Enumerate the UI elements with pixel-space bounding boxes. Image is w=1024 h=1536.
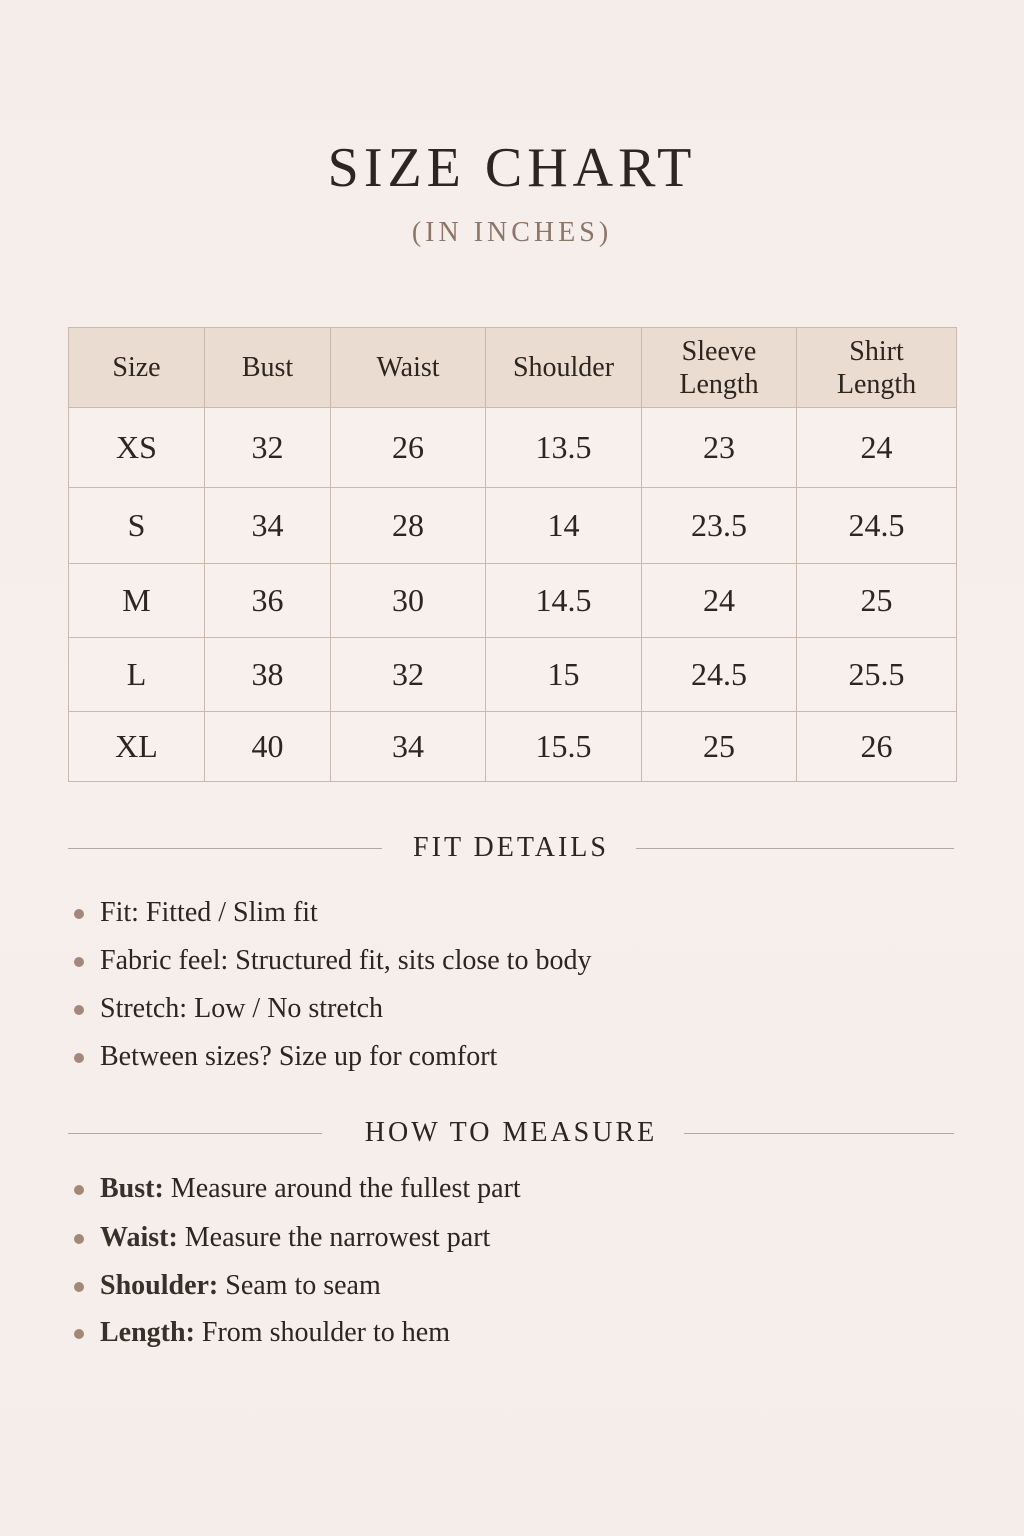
table-row: [69, 408, 957, 488]
cell-shirt-length: 24.5: [797, 488, 957, 564]
list-item-text: Fabric feel: Structured fit, sits close to body: [100, 945, 592, 976]
cell-waist: 32: [331, 638, 486, 712]
cell-size: S: [69, 488, 205, 564]
column-header-size: Size: [69, 328, 205, 408]
bullet-icon: [74, 1329, 84, 1339]
list-item: [74, 1040, 591, 1074]
cell-sleeve-length: 24.5: [642, 638, 797, 712]
cell-bust: 34: [205, 488, 331, 564]
table-row: [69, 564, 957, 638]
divider-line: [684, 1133, 954, 1134]
list-item: [74, 992, 591, 1026]
cell-shirt-length: 26: [797, 712, 957, 782]
column-header-shoulder: Shoulder: [486, 328, 642, 408]
fit-details-heading: [68, 830, 954, 866]
cell-sleeve-length: 24: [642, 564, 797, 638]
list-item: [74, 1316, 521, 1350]
cell-shoulder: 14: [486, 488, 642, 564]
sleeve-length-label: Sleeve Length: [679, 335, 759, 400]
bullet-icon: [74, 1282, 84, 1292]
shirt-length-label: Shirt Length: [836, 335, 917, 400]
page-subtitle: (IN INCHES): [411, 217, 613, 248]
how-to-measure-heading: [68, 1115, 954, 1151]
measure-term: Bust:: [100, 1173, 164, 1204]
cell-sleeve-length: 23: [642, 408, 797, 488]
size-table: [68, 327, 957, 782]
bullet-icon: [74, 1185, 84, 1195]
column-header-sleeve-length: [642, 328, 797, 408]
cell-bust: 36: [205, 564, 331, 638]
cell-shirt-length: 25: [797, 564, 957, 638]
bullet-icon: [74, 1005, 84, 1015]
column-header-waist: Waist: [331, 328, 486, 408]
list-item-text: Between sizes? Size up for comfort: [100, 1041, 498, 1072]
cell-shoulder: 14.5: [486, 564, 642, 638]
list-item-text: Stretch: Low / No stretch: [100, 993, 384, 1024]
cell-bust: 38: [205, 638, 331, 712]
table-row: [69, 638, 957, 712]
measure-text: Seam to seam: [218, 1270, 381, 1301]
table-row: [69, 712, 957, 782]
cell-shoulder: 15: [486, 638, 642, 712]
cell-shoulder: 15.5: [486, 712, 642, 782]
cell-bust: 32: [205, 408, 331, 488]
cell-sleeve-length: 25: [642, 712, 797, 782]
measure-term: Shoulder:: [100, 1270, 219, 1301]
measure-text: From shoulder to hem: [194, 1317, 450, 1348]
cell-size: M: [69, 564, 205, 638]
column-header-bust: Bust: [205, 328, 331, 408]
list-item: [74, 896, 591, 930]
cell-shirt-length: 24: [797, 408, 957, 488]
list-item: [74, 944, 591, 978]
cell-shirt-length: 25.5: [797, 638, 957, 712]
measure-term: Waist:: [100, 1222, 178, 1253]
fit-details-list: [74, 896, 591, 1074]
fit-details-title: FIT DETAILS: [413, 832, 609, 863]
bullet-icon: [74, 957, 84, 967]
cell-size: XS: [69, 408, 205, 488]
cell-waist: 34: [331, 712, 486, 782]
page-title: SIZE CHART: [327, 137, 697, 199]
table-header-row: [69, 328, 957, 408]
bullet-icon: [74, 1234, 84, 1244]
measure-term: Length:: [100, 1317, 195, 1348]
cell-size: L: [69, 638, 205, 712]
cell-size: XL: [69, 712, 205, 782]
cell-waist: 26: [331, 408, 486, 488]
how-to-measure-list: [74, 1172, 521, 1350]
list-item: [74, 1269, 521, 1303]
cell-sleeve-length: 23.5: [642, 488, 797, 564]
cell-waist: 30: [331, 564, 486, 638]
cell-waist: 28: [331, 488, 486, 564]
how-to-measure-title: HOW TO MEASURE: [364, 1117, 658, 1148]
cell-shoulder: 13.5: [486, 408, 642, 488]
list-item-text: Fit: Fitted / Slim fit: [100, 897, 318, 928]
divider-line: [636, 848, 954, 849]
measure-text: Measure the narrowest part: [177, 1222, 491, 1253]
bullet-icon: [74, 1053, 84, 1063]
table-row: [69, 488, 957, 564]
list-item: [74, 1172, 521, 1206]
list-item: [74, 1221, 521, 1255]
bullet-icon: [74, 909, 84, 919]
cell-bust: 40: [205, 712, 331, 782]
column-header-shirt-length: [797, 328, 957, 408]
measure-text: Measure around the fullest part: [163, 1173, 521, 1204]
